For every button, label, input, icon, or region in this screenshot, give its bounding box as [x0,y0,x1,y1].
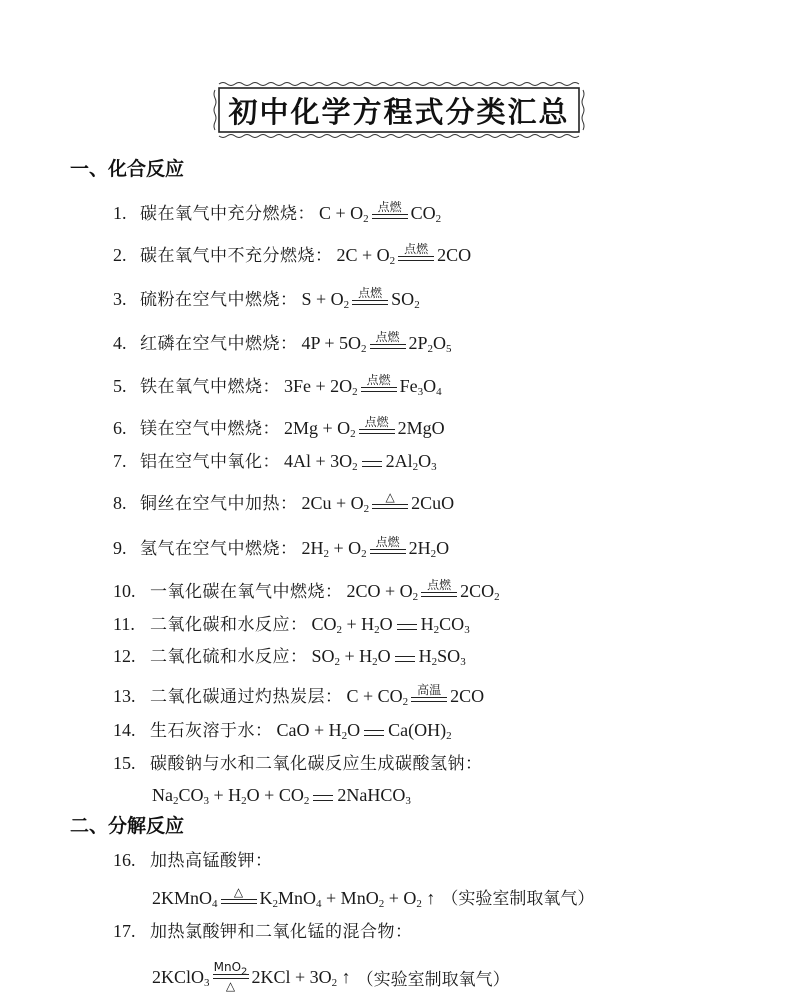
double-line-icon [421,592,457,597]
double-line-icon [372,504,408,509]
item-description: 铝在空气中氧化： [140,452,280,472]
item-description: 二氧化硫和水反应： [150,647,308,667]
equation-item [113,531,449,559]
equation-item [113,238,471,266]
equation-note: （实验室制取氧气） [441,889,595,909]
equation-reactants: $S + O_2$ [301,289,350,311]
item-description: 生石灰溶于水： [150,721,273,741]
item-number: 13. [113,686,136,706]
equation-line [148,956,510,998]
equation-products: 2CuO [411,493,455,513]
reaction-condition-below: △ [225,979,236,993]
equation-products: $2CO_2$ [460,581,500,603]
item-description: 镁在空气中燃烧： [140,419,280,439]
equation-reactants: $4Al + 3O_2$ [284,451,358,473]
item-number: 12. [113,646,136,666]
item-description: 碳在氧气中充分燃烧： [140,204,315,224]
equation-reactants: $2Cu + O_2$ [301,493,370,515]
equation-reactants: $3Fe + 2O_2$ [284,376,358,398]
equation-line [148,778,411,806]
reaction-arrow [411,684,447,707]
equation-products: 2CO [437,245,472,265]
reaction-condition: 点燃 [364,415,389,429]
item-description: 二氧化碳通过灼热炭层： [150,687,343,707]
reaction-arrow [372,201,408,224]
item-number: 7. [113,451,127,471]
double-line-icon [221,899,257,904]
equals-sign [313,795,333,801]
item-number: 11. [113,614,135,634]
equation-item [113,486,454,514]
double-line-icon [361,387,397,392]
equation-reactants: $Na_2CO_3 + H_2O + CO_2$ [152,785,310,807]
reaction-arrow [213,961,249,993]
equation-reactants: $C + O_2$ [319,203,369,225]
double-line-icon [411,697,447,702]
item-number: 4. [113,333,127,353]
item-description: 碳在氧气中不充分燃烧： [140,246,333,266]
item-description: 氢气在空气中燃烧： [140,539,298,559]
item-number: 17. [113,921,136,941]
item-description: 铜丝在空气中加热： [140,494,298,514]
reaction-condition: 点燃 [358,286,383,300]
equation-reactants: $2C + O_2$ [336,245,396,267]
reaction-condition: △ [385,490,395,504]
equation-item [113,679,484,707]
item-number: 8. [113,493,127,513]
double-line-icon [398,256,434,261]
equation-products: $2Al_2O_3$ [385,451,437,473]
item-number: 9. [113,538,127,558]
equation-reactants: $CO_2 + H_2O$ [311,614,393,636]
equation-item [113,843,273,871]
equation-item [113,914,413,942]
item-description: 一氧化碳在氧气中燃烧： [150,582,343,602]
equation-reactants: $2Mg + O_2$ [284,418,356,440]
equation-products: 2CO [450,686,485,706]
item-number: 10. [113,581,136,601]
equation-item [113,369,442,397]
reaction-arrow [372,491,408,514]
item-number: 6. [113,418,127,438]
reaction-condition: 点燃 [427,578,452,592]
item-description: 铁在氧气中燃烧： [140,377,280,397]
reaction-condition: 高温 [417,683,442,697]
equation-item [113,411,445,439]
reaction-arrow [398,243,434,266]
equals-sign [364,730,384,736]
item-description: 加热氯酸钾和二氧化锰的混合物： [150,922,413,942]
equation-reactants: $4P + 5O_2$ [301,333,367,355]
equals-sign [395,656,415,662]
item-number: 15. [113,753,136,773]
equation-products: $2P_2O_5$ [408,333,452,355]
item-description: 加热高锰酸钾： [150,851,273,871]
reaction-condition: 点燃 [404,242,429,256]
section-heading-combination: 一、化合反应 [70,158,185,180]
equation-note: （实验室制取氧气） [356,969,510,990]
equals-sign [397,624,417,630]
reaction-condition: △ [233,885,244,899]
double-line-icon [370,549,406,554]
reaction-condition: 点燃 [375,330,400,344]
item-number: 1. [113,203,127,223]
equation-reactants: 2KClO$_3$ [152,966,210,989]
reaction-condition: 点燃 [375,535,400,549]
equation-item [113,444,437,472]
equation-reactants: $C + CO_2$ [346,686,409,708]
equation-products: 2MgO [397,418,445,438]
double-line-icon [352,300,388,305]
double-line-icon [370,344,406,349]
double-line-icon [359,429,395,434]
equation-item [113,639,466,667]
equation-item [113,326,452,354]
equation-reactants: $SO_2 + H_2O$ [311,646,391,668]
equation-products: $H_2SO_3$ [418,646,466,668]
equation-products: $2H_2O$ [408,538,450,560]
reaction-arrow [370,536,406,559]
item-description: 碳酸钠与水和二氧化碳反应生成碳酸氢钠： [150,754,483,774]
equation-products: $H_2CO_3$ [420,614,470,636]
item-description: 红磷在空气中燃烧： [140,334,298,354]
reaction-arrow [221,886,257,909]
section-heading-decomposition: 二、分解反应 [70,815,185,837]
reaction-condition: MnO$_2$ [213,960,248,978]
equation-line [148,881,594,909]
equation-reactants: 2KMnO$_4$ [152,888,218,910]
item-number: 16. [113,850,136,870]
equation-products: $Fe_3O_4$ [399,376,442,398]
equation-item [113,574,500,602]
title-frame [213,80,585,140]
equation-products: $2KCl + 3O_2$ ↑ [251,966,351,989]
reaction-arrow [370,331,406,354]
item-number: 2. [113,245,127,265]
equation-item [113,746,483,774]
equals-sign [362,461,382,467]
item-description: 硫粉在空气中燃烧： [140,290,298,310]
reaction-arrow [421,579,457,602]
equation-reactants: $2CO + O_2$ [346,581,419,603]
page-title: 初中化学方程式分类汇总 [228,94,570,129]
reaction-condition: 点燃 [377,200,402,214]
equation-products: $K_2MnO_4 + MnO_2 + O_2$ ↑ [259,888,436,910]
equation-item [113,196,441,224]
equation-products: $CO_2$ [410,203,442,225]
equation-products: 2NaHCO$_3$ [337,785,411,807]
equation-item [113,607,470,635]
reaction-arrow [352,287,388,310]
equation-products: $Ca(OH)_2$ [388,720,452,742]
item-number: 3. [113,289,127,309]
item-description: 二氧化碳和水反应： [150,615,308,635]
equation-item [113,282,420,310]
item-number: 14. [113,720,136,740]
reaction-arrow [359,416,395,439]
equation-item [113,713,452,741]
equation-products: $SO_2$ [391,289,420,311]
double-line-icon [372,214,408,219]
item-number: 5. [113,376,127,396]
reaction-condition: 点燃 [366,373,391,387]
equation-reactants: CaO + $H_2O$ [276,720,361,742]
reaction-arrow [361,374,397,397]
equation-reactants: $2H_2 + O_2$ [301,538,367,560]
